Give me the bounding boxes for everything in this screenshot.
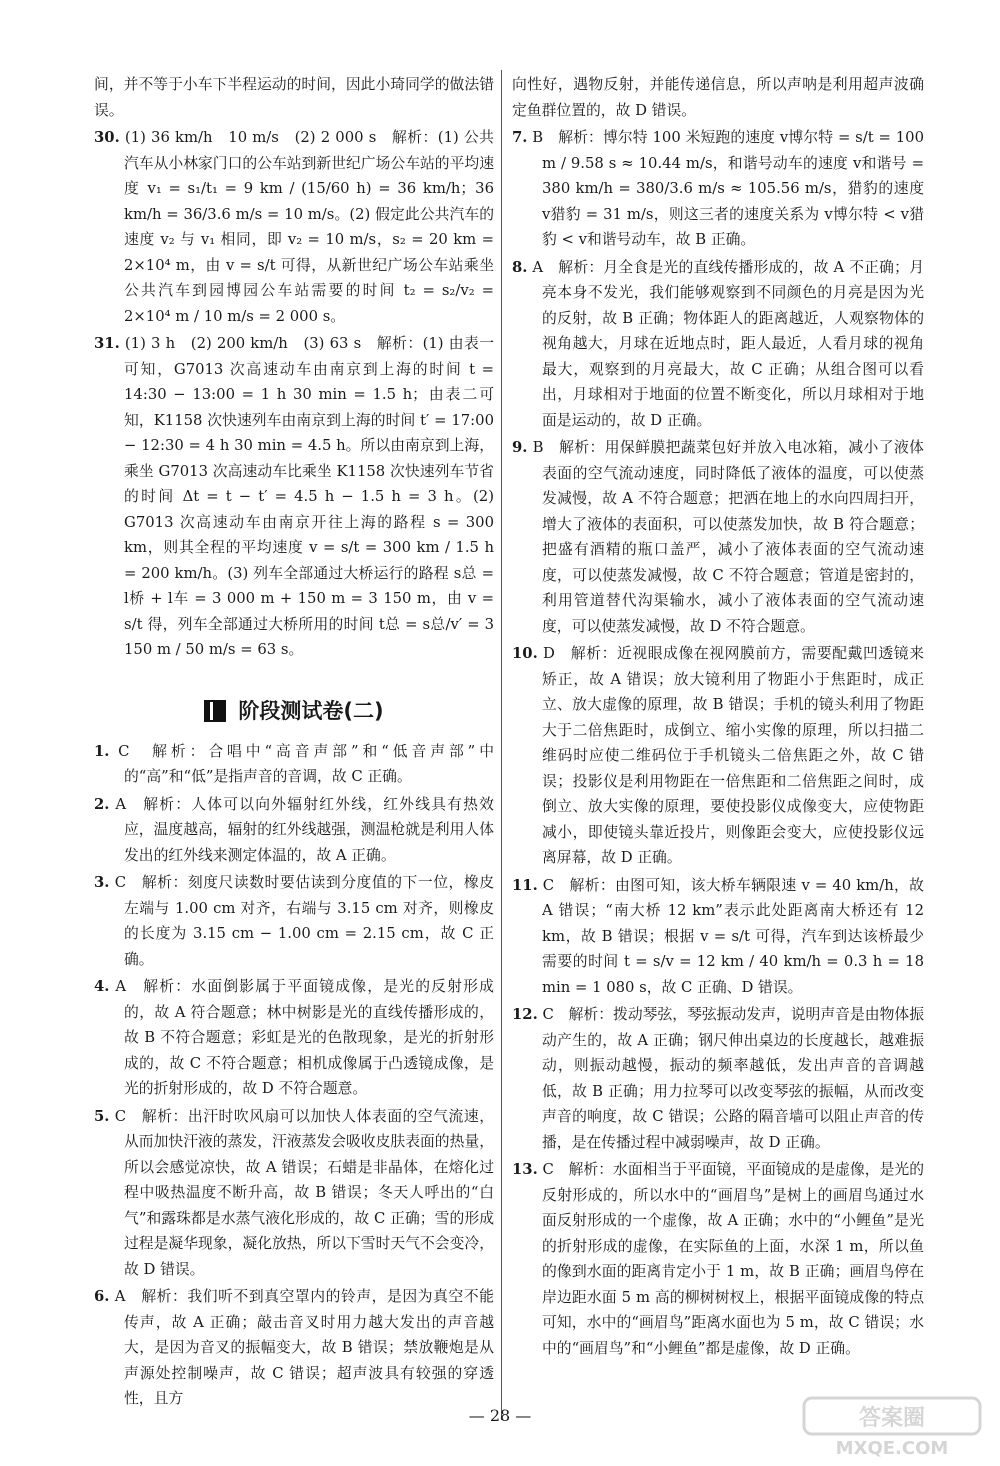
answer-item-8 bbox=[512, 255, 924, 434]
item-text: B 解析：博尔特 100 米短跑的速度 v博尔特 = s/t = 100 m / 9.58 s ≈ 10.44 m/s，和谐号动车的速度 v和谐号 = 380 km/h = 380/3.6 m/s ≈ 105.56 m/s，猎豹的速度 v猎豹 = 31 m/s，则这三者的速度关系为 v博尔特 < v猎豹 < v和谐号动车，故 B 正确。 bbox=[532, 129, 924, 248]
answer-item-12 bbox=[512, 1002, 924, 1155]
item-text: A 解析：我们听不到真空罩内的铃声，是因为真空不能传声，故 A 正确；敲击音叉时用力越大发出的声音越大，是因为音叉的振幅变大，故 B 错误；禁放鞭炮是从声源处控制噪声，故 C 错误；超声波具有较强的穿透性，且方 bbox=[114, 1288, 494, 1407]
item-number: 11. bbox=[512, 876, 538, 894]
svg-text:MXQE.COM: MXQE.COM bbox=[835, 1438, 949, 1459]
item-number: 9. bbox=[512, 439, 528, 456]
item-number: 13. bbox=[512, 1161, 538, 1178]
item-number: 1. bbox=[94, 742, 110, 760]
item-number: 8. bbox=[512, 258, 528, 276]
answer-item-11 bbox=[512, 873, 924, 1001]
item-number: 7. bbox=[512, 129, 528, 146]
item-number: 5. bbox=[94, 1107, 110, 1125]
item-text: A 解析：水面倒影属于平面镜成像，是光的反射形成的，故 A 符合题意；林中树影是光的直线传播形成的，故 B 不符合题意；彩虹是光的色散现象，是光的折射形成的，故 C 不符合题意；相机成像属于凸透镜成像，是光的折射形成的，故 D 不符合题意。 bbox=[115, 978, 494, 1097]
item-number: 3. bbox=[94, 874, 110, 891]
item-number: 30. bbox=[94, 129, 120, 146]
continued-text: 间，并不等于小车下半程运动的时间，因此小琦同学的做法错误。 bbox=[94, 76, 494, 119]
section-marker-icon bbox=[204, 700, 226, 722]
item-number: 10. bbox=[512, 645, 538, 662]
answer-item-6 bbox=[94, 1284, 494, 1412]
answer-item-1 bbox=[94, 739, 494, 790]
item-number: 2. bbox=[94, 795, 110, 813]
item-text: C 解析：拨动琴弦，琴弦振动发声，说明声音是由物体振动产生的，故 A 正确；钢尺伸出桌边的长度越长，越难振动，则振动越慢，振动的频率越低，发出声音的音调越低，故 B 正确；用力拉琴可以改变琴弦的振幅，从而改变声音的响度，故 C 错误；公路的隔音墙可以阻止声音的传播，是在传播过程中减弱噪声，故 D 正确。 bbox=[542, 1006, 924, 1151]
column-divider bbox=[501, 70, 502, 1420]
answer-item-2 bbox=[94, 792, 494, 869]
right-column bbox=[512, 72, 924, 1363]
item-number: 6. bbox=[94, 1288, 110, 1305]
item-number: 12. bbox=[512, 1006, 538, 1023]
item-text: C 解析：刻度尺读数时要估读到分度值的下一位，橡皮左端与 1.00 cm 对齐，右端与 3.15 cm 对齐，则橡皮的长度为 3.15 cm − 1.00 cm = 2.15 cm，故 C 正确。 bbox=[114, 874, 494, 968]
section-heading bbox=[94, 697, 494, 725]
answer-item-30 bbox=[94, 125, 494, 329]
item-text: (1) 3 h (2) 200 km/h (3) 63 s 解析：(1) 由表一可知，G7013 次高速动车由南京到上海的时间 t = 14:30 − 13:00 = 1 h 30 min = 1.5 h；由表二可知，K1158 次快速列车由南京到上海的时间 t′ = 17:00 − 12:30 = 4 h 30 min = 4.5 h。所以由南京到上海，乘坐 G7013 次高速动车比乘坐 K1158 次快速列车节省的时间 Δt = t − t′ = 4.5 h − 1.5 h = 3 h。(2) G7013 次高速动车由南京开往上海的路程 s = 300 km，则其全程的平均速度 v = s/t = 300 km / 1.5 h = 200 km/h。(3) 列车全部通过大桥运行的路程 s总 = l桥 + l车 = 3 000 m + 150 m = 3 150 m，由 v = s/t 得，列车全部通过大桥所用的时间 t总 = s总/v′ = 3 150 m / 50 m/s = 63 s。 bbox=[124, 335, 494, 658]
item-text: D 解析：近视眼成像在视网膜前方，需要配戴凹透镜来矫正，故 A 错误；放大镜利用了物距小于焦距时，成正立、放大虚像的原理，故 B 错误；手机的镜头利用了物距大于二倍焦距时，成倒立、缩小实像的原理，所以扫描二维码时应使二维码位于手机镜头二倍焦距之外，故 C 错误；投影仪是利用物距在一倍焦距和二倍焦距之间时，成倒立、放大实像的原理，要使投影仪成像变大，应使物距减小，即使镜头靠近投片，则像距会变大，应使投影仪远离屏幕，故 D 正确。 bbox=[542, 645, 924, 866]
answer-item-13 bbox=[512, 1157, 924, 1361]
item-text: (1) 36 km/h 10 m/s (2) 2 000 s 解析：(1) 公共汽车从小林家门口的公车站到新世纪广场公车站的平均速度 v₁ = s₁/t₁ = 9 km / (15/60 h) = 36 km/h；36 km/h = 36/3.6 m/s = 10 m/s。(2) 假定此公共汽车的速度 v₂ 与 v₁ 相同，即 v₂ = 10 m/s，s₂ = 20 km = 2×10⁴ m，由 v = s/t 可得，从新世纪广场公车站乘坐公共汽车到园博园公车站需要的时间 t₂ = s₂/v₂ = 2×10⁴ m / 10 m/s = 2 000 s。 bbox=[124, 129, 494, 325]
answer-item-3 bbox=[94, 870, 494, 972]
answer-item-5 bbox=[94, 1104, 494, 1283]
item-text: C 解析：合唱中“高音声部”和“低音声部”中的“高”和“低”是指声音的音调，故 C 正确。 bbox=[118, 742, 494, 785]
page-number: — 28 — bbox=[468, 1406, 532, 1425]
answer-item-4 bbox=[94, 974, 494, 1102]
answer-item-31 bbox=[94, 331, 494, 663]
left-column bbox=[94, 72, 494, 1414]
item-text: A 解析：月全食是光的直线传播形成的，故 A 不正确；月亮本身不发光，我们能够观察到不同颜色的月亮是因为光的反射，故 B 正确；物体距人的距离越近，人观察物体的视角越大，月球在近地点时，距人最近，人看月球的视角最大，观察到的月亮最大，故 C 正确；从组合图可以看出，月球相对于地面的位置不断变化，所以月球相对于地面是运动的，故 D 正确。 bbox=[532, 258, 924, 429]
continued-text: 向性好，遇物反射，并能传递信息，所以声呐是利用超声波确定鱼群位置的，故 D 错误。 bbox=[512, 76, 924, 119]
answer-item-7 bbox=[512, 125, 924, 253]
item-text: B 解析：用保鲜膜把蔬菜包好并放入电冰箱，减小了液体表面的空气流动速度，同时降低了液体的温度，可以使蒸发减慢，故 A 不符合题意；把洒在地上的水向四周扫开，增大了液体的表面积，可以使蒸发加快，故 B 符合题意；把盛有酒精的瓶口盖严，减小了液体表面的空气流动速度，可以使蒸发减慢，故 C 不符合题意；管道是密封的，利用管道替代沟渠输水，减小了液体表面的空气流动速度，可以使蒸发减慢，故 D 不符合题意。 bbox=[532, 439, 924, 635]
watermark-logo bbox=[802, 1394, 982, 1460]
svg-text:答案圈: 答案圈 bbox=[858, 1406, 926, 1431]
item-number: 31. bbox=[94, 335, 120, 352]
item-text: C 解析：出汗时吹风扇可以加快人体表面的空气流速，从而加快汗液的蒸发，汗液蒸发会吸收皮肤表面的热量，所以会感觉凉快，故 A 错误；石蜡是非晶体，在熔化过程中吸热温度不断升高，故 B 错误；冬天人呼出的“白气”和露珠都是水蒸气液化形成的，故 C 正确；雪的形成过程是凝华现象，凝化放热，所以下雪时天气不会变冷，故 D 错误。 bbox=[114, 1107, 494, 1278]
item-number: 4. bbox=[94, 978, 110, 995]
section-title: 阶段测试卷(二) bbox=[238, 698, 384, 723]
item-text: A 解析：人体可以向外辐射红外线，红外线具有热效应，温度越高，辐射的红外线越强，测温枪就是利用人体发出的红外线来测定体温的，故 A 正确。 bbox=[115, 795, 494, 864]
item-text: C 解析：由图可知，该大桥车辆限速 v = 40 km/h，故 A 错误；“南大桥 12 km”表示此处距离南大桥还有 12 km，故 B 错误；根据 v = s/t 可得，汽车到达该桥最少需要的时间 t = s/v = 12 km / 40 km/h = 0.3 h = 18 min = 1 080 s，故 C 正确、D 错误。 bbox=[542, 876, 924, 996]
item-text: C 解析：水面相当于平面镜，平面镜成的是虚像，是光的反射形成的，所以水中的“画眉鸟”是树上的画眉鸟通过水面反射形成的一个虚像，故 A 正确；水中的“小鲤鱼”是光的折射形成的虚像，在实际鱼的上面，水深 1 m，所以鱼的像到水面的距离肯定小于 1 m，故 B 正确；画眉鸟停在岸边距水面 5 m 高的柳树树杈上，根据平面镜成像的特点可知，水中的“画眉鸟”距离水面也为 5 m，故 C 错误；水中的“画眉鸟”和“小鲤鱼”都是虚像，故 D 正确。 bbox=[542, 1161, 924, 1357]
answer-item-9 bbox=[512, 435, 924, 639]
answer-item-10 bbox=[512, 641, 924, 871]
